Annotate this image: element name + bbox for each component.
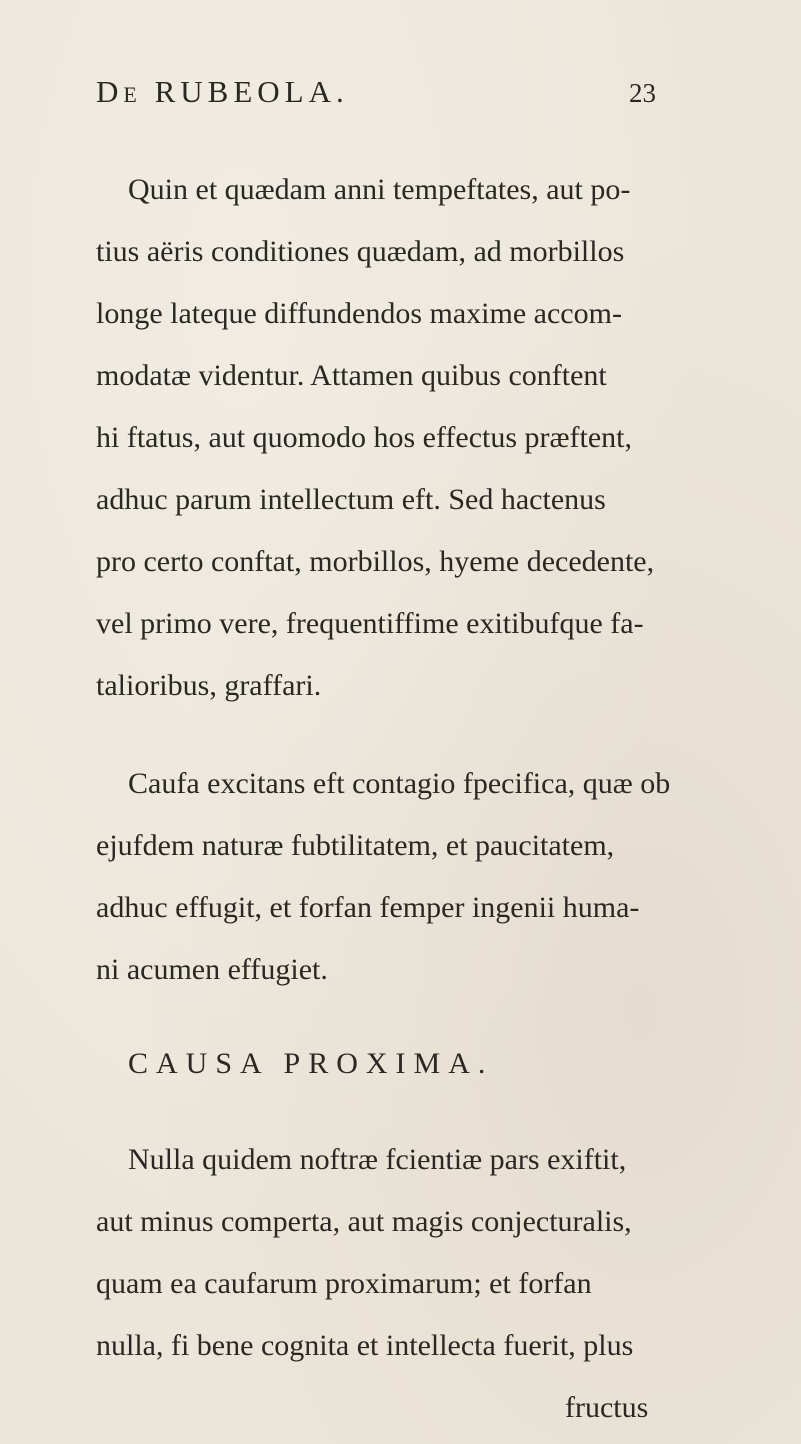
text-line: pro certo conftat, morbillos, hyeme decedente, xyxy=(96,545,655,578)
text-line: ni acumen effugiet. xyxy=(96,953,328,986)
text-line: hi ftatus, aut quomodo hos effectus præftent, xyxy=(96,421,633,454)
text-line: quam ea caufarum proximarum; et forfan xyxy=(96,1267,592,1300)
text-line: nulla, fi bene cognita et intellecta fuerit, plus xyxy=(96,1329,634,1362)
text-line: aut minus comperta, aut magis conjecturalis, xyxy=(96,1205,632,1238)
text-line: ejufdem naturæ fubtilitatem, et paucitatem, xyxy=(96,829,615,862)
text-line: Quin et quædam anni tempeftates, aut po- xyxy=(128,173,631,206)
running-head xyxy=(96,74,656,114)
text-line: adhuc parum intellectum eft. Sed hactenus xyxy=(96,483,606,516)
catchword: fructus xyxy=(565,1391,649,1424)
text-line: Caufa excitans eft contagio fpecifica, quæ ob xyxy=(128,767,671,800)
text-line: longe lateque diffundendos maxime accom- xyxy=(96,297,622,330)
page-number: 23 xyxy=(629,78,656,108)
text-line: tius aëris conditiones quædam, ad morbillos xyxy=(96,235,625,268)
text-line: vel primo vere, frequentiffime exitibufque fa- xyxy=(96,607,644,640)
section-heading: CAUSA PROXIMA. xyxy=(128,1047,494,1080)
text-line: Nulla quidem noftræ fcientiæ pars exiftit, xyxy=(128,1143,627,1176)
text-line: adhuc effugit, et forfan femper ingenii huma- xyxy=(96,891,640,924)
text-line: modatæ videntur. Attamen quibus conftent xyxy=(96,359,607,392)
text-line: talioribus, graffari. xyxy=(96,669,322,702)
running-head-title: De RUBEOLA. xyxy=(96,74,349,109)
